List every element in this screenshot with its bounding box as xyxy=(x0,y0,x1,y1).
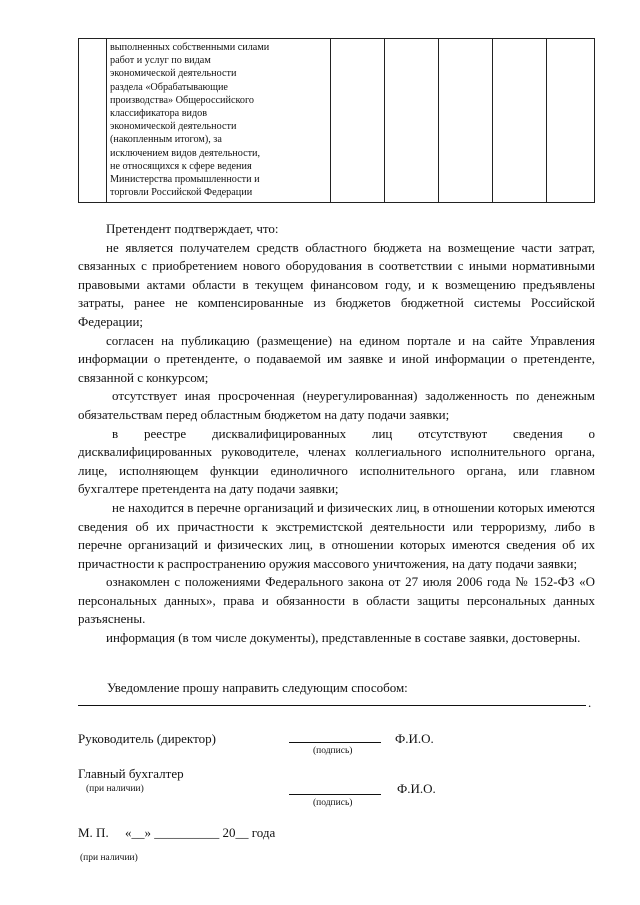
cell-line: исключением видов деятельности, xyxy=(110,147,261,159)
cell-line: работ и услуг по видам xyxy=(110,55,211,67)
declaration-paragraph: не является получателем средств областного бюджета на возмещение части затрат, связанных с приобретением нового оборудования в соответствии с иными нормативными правовыми актами области в текущем финансовом году, и к возмещению предъявлены затраты, ранее не компенсированные из бюджетов бюджетной системы Российской Федерации; xyxy=(78,239,595,329)
accountant-signature-caption: (подпись) xyxy=(313,798,353,808)
accountant-fio: Ф.И.О. xyxy=(397,781,436,796)
cell-line: не относящихся к сфере ведения xyxy=(110,160,252,172)
table-row xyxy=(79,39,595,203)
cell-line: раздела «Обрабатывающие xyxy=(110,81,228,93)
accountant-note: (при наличии) xyxy=(86,784,144,794)
table-cell-empty xyxy=(331,39,385,203)
accountant-signature-line[interactable] xyxy=(289,794,381,795)
table-cell-empty xyxy=(547,39,595,203)
cell-line: торговли Российской Федерации xyxy=(110,187,253,199)
seal-date-line: М. П. «__» __________ 20__ года xyxy=(78,825,276,840)
director-signature-line[interactable] xyxy=(289,742,381,743)
cell-line: экономической деятельности xyxy=(110,121,237,133)
director-signature-caption: (подпись) xyxy=(313,746,353,756)
seal-note: (при наличии) xyxy=(80,853,138,863)
cell-line: экономической деятельности xyxy=(110,68,237,80)
declaration-paragraph: информация (в том числе документы), представленные в составе заявки, достоверны. xyxy=(106,630,581,646)
declaration-body xyxy=(78,220,595,648)
director-fio: Ф.И.О. xyxy=(395,731,434,746)
declaration-paragraph: в реестре дисквалифицированных лиц отсутствуют сведения о дисквалифицированных руководителе, членах коллегиального исполнительного органа, лице, исполняющем функции единоличного исполнительного органа, или главном бухгалтере претендента на дату подачи заявки; xyxy=(78,425,595,497)
cell-line: выполненных собственными силами xyxy=(110,42,270,53)
table-cell-empty xyxy=(493,39,547,203)
notification-input-line[interactable] xyxy=(78,705,586,706)
table-cell-number xyxy=(79,39,107,203)
declaration-paragraph: отсутствует иная просроченная (неурегулированная) задолженность по денежным обязательствам перед областным бюджетом на дату подачи заявки; xyxy=(78,388,595,422)
notification-end-mark: . xyxy=(588,695,592,710)
intro-paragraph: Претендент подтверждает, что: xyxy=(106,221,279,236)
table-cell-indicator xyxy=(107,39,331,203)
declaration-paragraph: согласен на публикацию (размещение) на едином портале и на сайте Управления информации о претенденте, о подаваемой им заявке и иной информации о претенденте, связанной с конкурсом; xyxy=(78,332,595,385)
notification-label: Уведомление прошу направить следующим способом: xyxy=(107,680,408,695)
cell-line: (накопленным итогом), за xyxy=(110,134,222,146)
accountant-label: Главный бухгалтер xyxy=(78,766,184,781)
director-label: Руководитель (директор) xyxy=(78,731,216,746)
table-cell-empty xyxy=(385,39,439,203)
cell-line: производства» Общероссийского xyxy=(110,94,255,106)
table-cell-empty xyxy=(439,39,493,203)
criteria-table-fragment xyxy=(78,38,595,203)
cell-line: классификатора видов xyxy=(110,108,208,120)
declaration-paragraph: ознакомлен с положениями Федерального закона от 27 июля 2006 года № 152-ФЗ «О персональных данных», права и обязанности в области защиты персональных данных разъяснены. xyxy=(78,574,595,627)
cell-line: Министерства промышленности и xyxy=(110,174,260,186)
declaration-paragraph: не находится в перечне организаций и физических лиц, в отношении которых имеются сведения об их причастности к экстремистской деятельности или терроризму, либо в перечне организаций и физических лиц, в отношении которых имеются сведения об их причастности к распространению оружия массового уничтожения, на дату подачи заявки; xyxy=(78,499,595,571)
